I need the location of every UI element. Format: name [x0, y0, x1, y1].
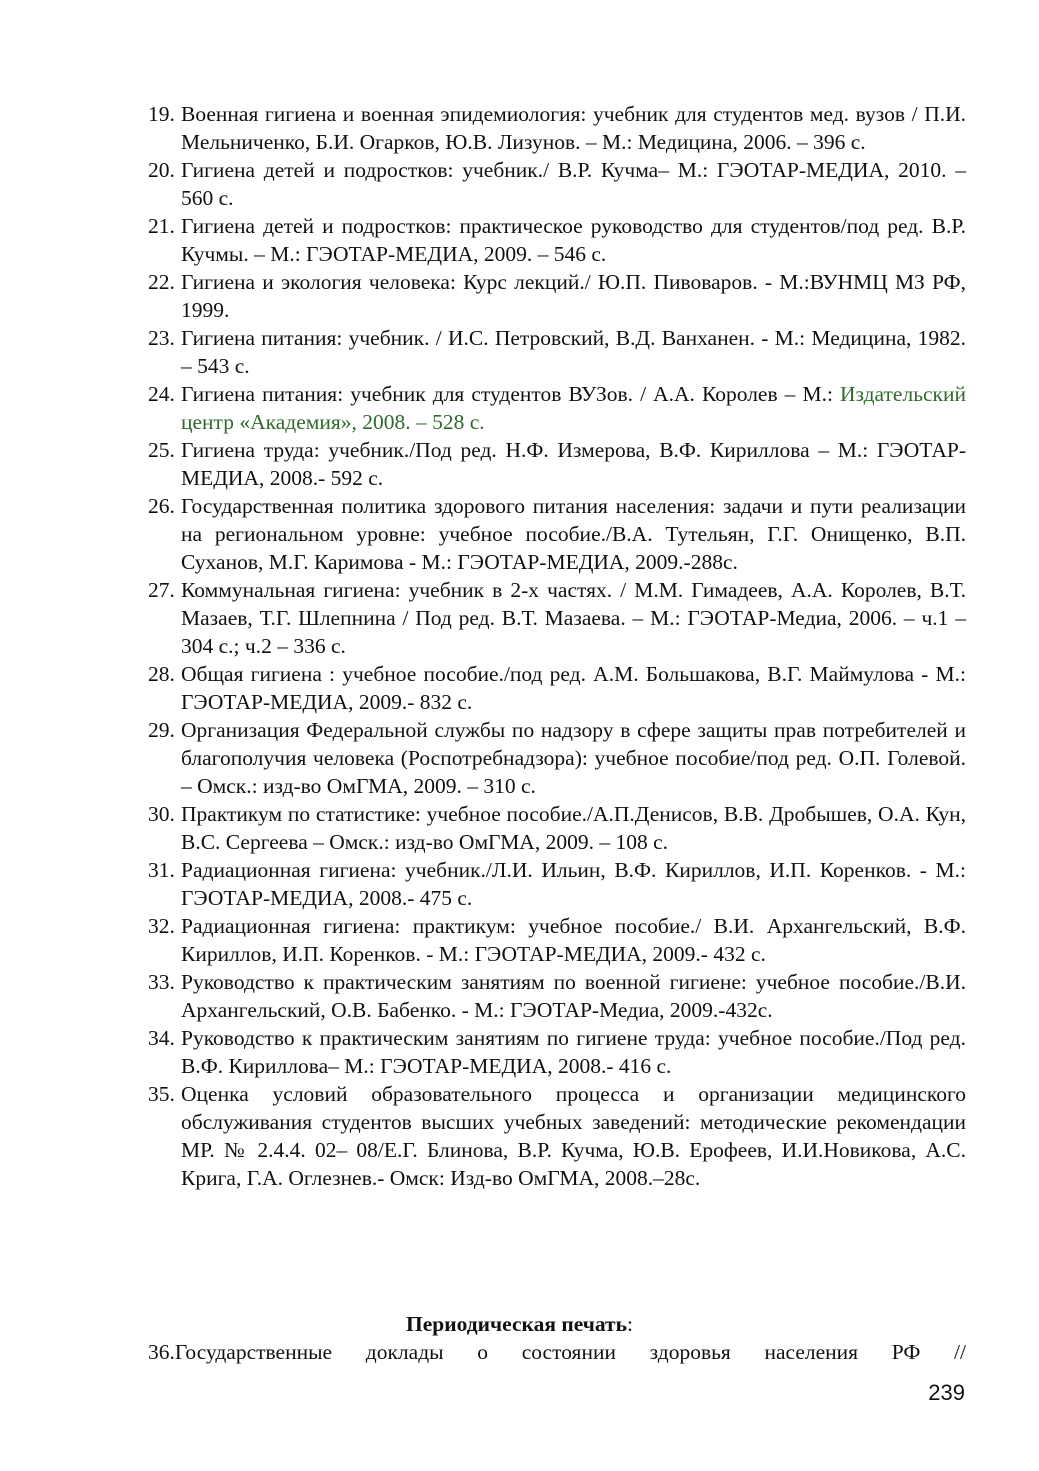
reference-item-24	[148, 380, 966, 436]
reference-text: Государственные доклады о состоянии здоровья населения РФ //	[174, 1340, 966, 1364]
reference-number: 20.	[148, 158, 175, 182]
reference-text: Практикум по статистике: учебное пособие./А.П.Денисов, В.В. Дробышев, О.А. Кун, В.С. Сергеева – Омск.: изд-во ОмГМА, 2009. – 108 с.	[181, 802, 966, 854]
reference-text: Организация Федеральной службы по надзору в сфере защиты прав потребителей и благополучия человека (Роспотребнадзора): учебное пособие/под ред. О.П. Голевой. – Омск.: изд-во ОмГМА, 2009. – 310 с.	[181, 718, 966, 798]
reference-number: 30.	[148, 802, 175, 826]
reference-number: 21.	[148, 214, 175, 238]
reference-item-28	[148, 660, 966, 716]
reference-number: 24.	[148, 382, 175, 406]
reference-item-22	[148, 268, 966, 324]
reference-number: 25.	[148, 438, 175, 462]
reference-number: 31.	[148, 858, 175, 882]
reference-number: 35.	[148, 1082, 175, 1106]
reference-item-32	[148, 912, 966, 968]
reference-text: Гигиена труда: учебник./Под ред. Н.Ф. Измерова, В.Ф. Кириллова – М.: ГЭОТАР-МЕДИА, 2008.- 592 с.	[181, 438, 966, 490]
reference-text: Радиационная гигиена: учебник./Л.И. Ильин, В.Ф. Кириллов, И.П. Коренков. - М.: ГЭОТАР-МЕДИА, 2008.- 475 с.	[181, 858, 966, 910]
reference-text: Радиационная гигиена: практикум: учебное пособие./ В.И. Архангельский, В.Ф. Кириллов, И.П. Коренков. - М.: ГЭОТАР-МЕДИА, 2009.- 432 с.	[181, 914, 966, 966]
reference-text: Коммунальная гигиена: учебник в 2-х частях. / М.М. Гимадеев, А.А. Королев, В.Т. Мазаев, Т.Г. Шлепнина / Под ред. В.Т. Мазаева. – М.: ГЭОТАР-Медиа, 2006. – ч.1 – 304 с.; ч.2 – 336 с.	[181, 578, 966, 658]
reference-list	[148, 100, 966, 1192]
reference-text: Государственная политика здорового питания населения: задачи и пути реализации на региональном уровне: учебное пособие./В.А. Тутельян, Г.Г. Онищенко, В.П. Суханов, М.Г. Каримова - М.: ГЭОТАР-МЕДИА, 2009.-288с.	[181, 494, 966, 574]
reference-number: 28.	[148, 662, 175, 686]
reference-number: 29.	[148, 718, 175, 742]
reference-text: Гигиена питания: учебник для студентов ВУЗов. / А.А. Королев – М.:	[181, 382, 840, 406]
reference-text: Руководство к практическим занятиям по гигиене труда: учебное пособие./Под ред. В.Ф. Кириллова– М.: ГЭОТАР-МЕДИА, 2008.- 416 с.	[181, 1026, 966, 1078]
reference-text: Гигиена питания: учебник. / И.С. Петровский, В.Д. Ванханен. - М.: Медицина, 1982. – 543 с.	[181, 326, 966, 378]
reference-number: 26.	[148, 494, 175, 518]
reference-number: 32.	[148, 914, 175, 938]
reference-text: Гигиена детей и подростков: практическое руководство для студентов/под ред. В.Р. Кучмы. – М.: ГЭОТАР-МЕДИА, 2009. – 546 с.	[181, 214, 966, 266]
reference-item-25	[148, 436, 966, 492]
reference-item-21	[148, 212, 966, 268]
reference-item-23	[148, 324, 966, 380]
reference-item-30	[148, 800, 966, 856]
reference-item-31	[148, 856, 966, 912]
reference-number: 19.	[148, 102, 175, 126]
reference-text: Оценка условий образовательного процесса и организации медицинского обслуживания студентов высших учебных заведений: методические рекомендации МР. № 2.4.4. 02– 08/Е.Г. Блинова, В.Р. Кучма, Ю.В. Ерофеев, И.И.Новикова, А.С. Крига, Г.А. Оглезнев.- Омск: Изд-во ОмГМА, 2008.–28с.	[181, 1082, 966, 1190]
reference-item-29	[148, 716, 966, 800]
reference-text: Военная гигиена и военная эпидемиология: учебник для студентов мед. вузов / П.И. Мельниченко, Б.И. Огарков, Ю.В. Лизунов. – М.: Медицина, 2006. – 396 с.	[181, 102, 966, 154]
reference-item-35	[148, 1080, 966, 1192]
reference-text: Общая гигиена : учебное пособие./под ред. А.М. Большакова, В.Г. Маймулова - М.: ГЭОТАР-МЕДИА, 2009.- 832 с.	[181, 662, 966, 714]
reference-item-19	[148, 100, 966, 156]
reference-text: Гигиена детей и подростков: учебник./ В.Р. Кучма– М.: ГЭОТАР-МЕДИА, 2010. – 560 с.	[181, 158, 966, 210]
reference-item-33	[148, 968, 966, 1024]
page-number: 239	[928, 1380, 965, 1405]
reference-text-highlighted: Издательский центр «Академия», 2008. – 528 с.	[181, 382, 966, 434]
section-heading-text: Периодическая печать	[406, 1312, 627, 1336]
reference-item-26	[148, 492, 966, 576]
section-heading-colon: :	[626, 1312, 633, 1336]
reference-item-34	[148, 1024, 966, 1080]
section-heading	[0, 1310, 1039, 1338]
reference-number: 22.	[148, 270, 175, 294]
reference-item-27	[148, 576, 966, 660]
reference-number: 34.	[148, 1026, 175, 1050]
reference-text: Руководство к практическим занятиям по военной гигиене: учебное пособие./В.И. Архангельский, О.В. Бабенко. - М.: ГЭОТАР-Медиа, 2009.-432с.	[181, 970, 966, 1022]
reference-number: 23.	[148, 326, 175, 350]
reference-number: 36.	[148, 1340, 175, 1364]
reference-item-36	[148, 1338, 966, 1366]
reference-item-20	[148, 156, 966, 212]
reference-number: 27.	[148, 578, 175, 602]
reference-number: 33.	[148, 970, 175, 994]
reference-text: Гигиена и экология человека: Курс лекций./ Ю.П. Пивоваров. - М.:ВУНМЦ МЗ РФ, 1999.	[181, 270, 966, 322]
